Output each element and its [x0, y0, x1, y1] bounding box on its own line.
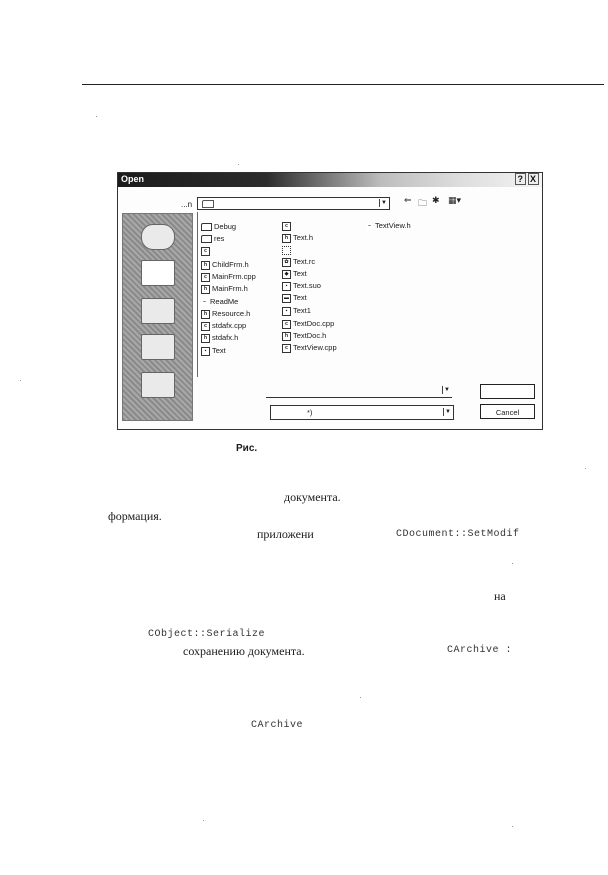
project-icon: ▪ — [201, 347, 210, 356]
project-icon: ▪ — [282, 307, 291, 316]
c-source-icon: c — [201, 247, 210, 256]
list-item[interactable]: h ChildFrm.h — [201, 260, 249, 270]
h-header-icon: h — [201, 285, 210, 294]
scan-speck — [96, 116, 97, 117]
resource-icon: ✿ — [282, 258, 291, 267]
h-header-icon: h — [201, 334, 210, 343]
text-fragment: сохранению документа. — [183, 644, 305, 658]
list-item[interactable]: c TextDoc.cpp — [282, 319, 334, 329]
list-item[interactable]: ◆ Text — [282, 269, 307, 279]
folder-icon — [202, 200, 214, 208]
folder-icon — [201, 223, 212, 231]
my-documents-place-icon[interactable] — [141, 298, 175, 324]
history-place-icon[interactable] — [141, 224, 175, 250]
app-icon: ◆ — [282, 270, 291, 279]
c-source-icon: c — [282, 222, 291, 231]
h-header-icon: h — [282, 234, 291, 243]
list-item[interactable]: ▪ Text1 — [282, 306, 311, 316]
list-item[interactable] — [282, 221, 293, 231]
text-fragment: приложени — [257, 527, 314, 541]
text-file-icon: – — [201, 299, 208, 306]
list-item[interactable]: res — [201, 234, 224, 243]
list-item[interactable]: – ReadMe — [201, 297, 238, 306]
project-icon: ▪ — [282, 282, 291, 291]
back-icon[interactable]: ⇐ — [404, 196, 412, 206]
code-fragment: CArchive : — [447, 645, 513, 656]
chevron-down-icon[interactable]: ▼ — [442, 386, 451, 394]
scan-speck — [20, 380, 21, 381]
list-item[interactable]: ▪ Text.suo — [282, 281, 321, 291]
h-header-icon: h — [282, 332, 291, 341]
list-item[interactable]: Debug — [201, 222, 236, 231]
list-item[interactable]: h stdafx.h — [201, 333, 238, 343]
look-in-combo[interactable] — [197, 197, 390, 210]
file-name-input[interactable] — [266, 386, 452, 398]
list-item[interactable]: h MainFrm.h — [201, 284, 248, 294]
list-item[interactable]: – TextView.h — [366, 221, 411, 230]
new-folder-icon[interactable]: ✱ — [432, 196, 440, 206]
text-file-icon: – — [366, 223, 373, 230]
folder-icon — [201, 235, 212, 243]
scan-speck — [512, 826, 513, 827]
scan-speck — [238, 164, 239, 165]
dialog-titlebar[interactable] — [118, 173, 542, 187]
list-item[interactable] — [201, 246, 212, 256]
header-rule — [82, 84, 604, 85]
list-item[interactable]: ✿ Text.rc — [282, 257, 315, 267]
c-source-icon: c — [201, 322, 210, 331]
scan-speck — [512, 563, 513, 564]
scan-speck — [360, 697, 361, 698]
workspace-icon: ▬ — [284, 294, 289, 301]
open-button[interactable] — [480, 384, 535, 399]
cancel-button[interactable]: Cancel — [480, 404, 535, 419]
c-source-icon: c — [282, 320, 291, 329]
blank-file-icon — [282, 246, 291, 255]
code-fragment: CObject::Serialize — [148, 629, 266, 640]
c-source-icon: c — [201, 273, 210, 282]
figure-caption: Рис. — [236, 443, 258, 454]
code-fragment: CArchive — [251, 720, 304, 731]
list-item[interactable]: c MainFrm.cpp — [201, 272, 256, 282]
scan-speck — [585, 468, 586, 469]
list-item[interactable]: c TextView.cpp — [282, 343, 337, 353]
view-menu-icon[interactable]: ▦▾ — [448, 196, 462, 206]
list-item[interactable]: ▪ Text — [201, 346, 226, 356]
code-fragment: CDocument::SetModif — [396, 529, 520, 540]
my-computer-place-icon[interactable] — [141, 334, 175, 360]
text-fragment: документа. — [284, 490, 341, 504]
help-button[interactable]: ? — [517, 174, 524, 184]
open-dialog — [117, 172, 543, 430]
list-item[interactable]: ▬ Text — [284, 293, 307, 302]
close-button[interactable]: X — [529, 174, 537, 184]
c-source-icon: c — [282, 344, 291, 353]
desktop-place-icon[interactable] — [141, 260, 175, 286]
file-type-select[interactable]: *) ▼ — [270, 405, 454, 420]
h-header-icon: h — [201, 310, 210, 319]
list-item[interactable]: h Text.h — [282, 233, 313, 243]
network-place-icon[interactable] — [141, 372, 175, 398]
chevron-down-icon[interactable]: ▼ — [379, 199, 388, 207]
list-item[interactable]: c stdafx.cpp — [201, 321, 246, 331]
list-item[interactable]: h TextDoc.h — [282, 331, 326, 341]
h-header-icon: h — [201, 261, 210, 270]
scan-speck — [203, 820, 204, 821]
up-folder-icon[interactable]: 🗀 — [418, 199, 428, 209]
dialog-title: Open — [121, 174, 145, 184]
chevron-down-icon[interactable]: ▼ — [443, 408, 452, 416]
list-item[interactable] — [282, 245, 293, 255]
look-in-label: ...n — [181, 200, 193, 209]
text-fragment: формация. — [108, 509, 162, 523]
places-bar — [122, 213, 193, 421]
file-list[interactable] — [197, 212, 533, 377]
text-fragment: на — [494, 589, 506, 603]
list-item[interactable]: h Resource.h — [201, 309, 250, 319]
